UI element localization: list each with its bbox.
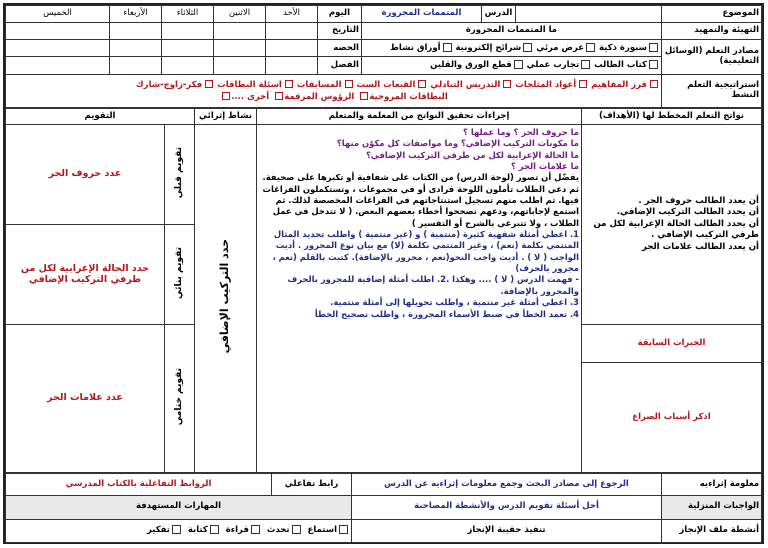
question-item: ما حروف الجر ؟ وما عملها ؟	[463, 127, 579, 137]
strategy-item: أخرى ....	[231, 91, 270, 102]
formative-eval-label: تقويم بنائي	[174, 246, 185, 299]
enrichment-text: حدد التركيب الإضافي	[218, 239, 232, 354]
header-table	[5, 5, 762, 108]
day-thursday: الخميس	[6, 6, 110, 23]
date-cell-5	[6, 23, 110, 40]
day-tuesday: الثلاثاء	[161, 6, 213, 23]
resource-worksheets: أوراق نشاط	[390, 43, 441, 53]
footer-table	[5, 473, 762, 543]
final-eval-label-cell	[165, 325, 195, 473]
formative-eval-label-cell	[165, 225, 195, 325]
prior-knowledge-label: الخبرات السابقة	[582, 325, 762, 363]
enrichment-header: نشاط إثرائي	[195, 109, 257, 125]
resources-row-2	[361, 57, 661, 74]
procedure-body: يفضّل أن تصور (لوحة الدرس) من الكتاب على شفافية أو تكبرها على صحيفة. ثم دعي الطلاب تأملون اللوحة فرادى أو في مجموعات ، وتستكملون الفراغات فيها. ثم اطلب منهم تسجيل استنتاجاتهم في الفراغات المخصصة لذلك. ثم استمع لإجاباتهم، ودعهم تصححوا أخطاء بعضهم البعض. ( لا تتدخل في عمل الطلاب ، ولا تتبرعي بالشرح أو التفسير )	[262, 172, 579, 228]
checkbox-strategy[interactable]	[275, 92, 283, 100]
skill-reading: قراءة	[225, 525, 249, 536]
formative-eval-text: حدد الحالة الإعرابية لكل من طرفي التركيب الإضافي	[6, 225, 165, 325]
lesson-plan	[3, 3, 764, 544]
pre-eval-label-cell	[165, 125, 195, 225]
checkbox-strategy[interactable]	[285, 80, 293, 88]
checkbox-speaking[interactable]	[292, 525, 301, 534]
final-eval-label: تقويم ختامي	[174, 367, 185, 426]
class-cell-2	[213, 57, 265, 74]
checkbox-textbook[interactable]	[649, 60, 658, 69]
checkbox-strategy[interactable]	[503, 80, 511, 88]
checkbox-strategy[interactable]	[205, 80, 213, 88]
evaluation-header: التقويم	[6, 109, 195, 125]
procedures-header: إجراءات تحقيق النواتج من المعلمة والمتعلم	[257, 109, 582, 125]
date-label: التاريخ	[317, 23, 361, 40]
checkbox-thinking[interactable]	[172, 525, 181, 534]
checkbox-strategy[interactable]	[360, 92, 368, 100]
strategy-item: الرؤوس المرقمة	[284, 91, 355, 102]
checkbox-strategy[interactable]	[418, 80, 426, 88]
skill-listening: استماع	[307, 525, 337, 536]
class-cell-4	[109, 57, 161, 74]
achievement-label: أنشطة ملف الإنجاز	[662, 519, 762, 542]
interactive-label: رابط تفاعلي	[272, 474, 352, 496]
main-table	[5, 108, 762, 473]
question-item: ما مكونات التركيب الإضافي؟ وما مواصفات كل مكوّن منها؟	[336, 138, 579, 149]
procedure-step: 4. تعمد الخطأ في ضبط الأسماء المجرورة ، واطلب تصحيح الخطأ	[314, 308, 579, 319]
intro-label: التهيئة والتمهيد	[662, 23, 762, 40]
checkbox-strategy[interactable]	[579, 80, 587, 88]
enrichment-activity	[195, 125, 257, 473]
resource-visual: عرض مرئي	[536, 43, 585, 53]
enrichment-info-label: معلومة إثراءيه	[662, 474, 762, 496]
resources-label: مصادر التعلم (الوسائل التعليمية)	[662, 40, 762, 74]
intro-value: ما المتممات المجرورة	[361, 23, 661, 40]
checkbox-listening[interactable]	[339, 525, 348, 534]
question-item: ما علامات الجر ؟	[510, 161, 579, 172]
checkbox-visual[interactable]	[586, 43, 595, 52]
strategies-row-1	[8, 79, 659, 91]
outcome-item: أن يعدد الطالب حروف الجر .	[638, 195, 759, 206]
homework-text: أحل أسئلة تقويم الدرس والأنشطة المصاحبة	[352, 496, 662, 519]
period-cell-5	[6, 40, 110, 57]
question-item: ما الحالة الإعرابية لكل من طرفي التركيب الإضافي؟	[366, 149, 579, 160]
date-cell-4	[109, 23, 161, 40]
checkbox-paper[interactable]	[514, 60, 523, 69]
resource-textbook: كتاب الطالب	[594, 60, 647, 71]
outcome-item: أن يحدد الطالب الحالة الإعرابية لكل من طرفي التركيب الإضافي .	[593, 218, 759, 241]
interactive-link[interactable]: الروابط التفاعلية بالكتاب المدرسي	[6, 474, 272, 496]
date-cell-1	[265, 23, 317, 40]
resource-slides: شرائح إلكترونية	[455, 43, 522, 53]
day-label: اليوم	[317, 6, 361, 23]
class-cell-1	[265, 57, 317, 74]
checkbox-smartboard[interactable]	[649, 43, 658, 52]
achievement-text: تنفيذ حقيبة الإنجاز	[352, 519, 662, 542]
strategy-item: فرز المفاهيم	[591, 79, 647, 90]
day-monday: الاثنين	[213, 6, 265, 23]
outcome-item: أن يعدد الطالب علامات الجر	[641, 241, 759, 252]
checkbox-slides[interactable]	[523, 43, 532, 52]
period-cell-3	[161, 40, 213, 57]
checkbox-strategy[interactable]	[222, 92, 230, 100]
date-cell-2	[213, 23, 265, 40]
period-cell-1	[265, 40, 317, 57]
period-cell-2	[213, 40, 265, 57]
skill-thinking: تفكير	[146, 525, 170, 536]
skill-writing: كتابة	[187, 525, 208, 536]
resources-row-1	[361, 40, 661, 57]
strategy-item: أعواد المثلجات	[515, 79, 577, 90]
skill-speaking: تحدث	[266, 525, 290, 536]
conflict-reasons: اذكر أسباب الصراع	[582, 363, 762, 473]
outcomes-header: نواتج التعلم المخطط لها (الأهداف)	[582, 109, 762, 125]
period-cell-4	[109, 40, 161, 57]
strategy-item: فكر-زاوج-شارك	[135, 79, 203, 90]
checkbox-experiments[interactable]	[581, 60, 590, 69]
date-cell-3	[161, 23, 213, 40]
homework-label: الواجبات المنزلية	[662, 496, 762, 519]
strategies-list	[6, 74, 662, 107]
pre-eval-text: عدد حروف الجر	[6, 125, 165, 225]
outcomes-list	[582, 125, 762, 325]
procedures-content	[257, 125, 582, 473]
checkbox-strategy[interactable]	[345, 80, 353, 88]
strategy-item: القبعات الست	[356, 79, 416, 90]
outcome-item: أن يحدد الطالب التركيب الإضافي.	[616, 207, 759, 218]
strategy-item: التدريس التبادلي	[430, 79, 501, 90]
enrichment-info-text: الرجوع إلى مصادر البحث وجمع معلومات إثراءيه عن الدرس	[352, 474, 662, 496]
strategy-item: اسئلة البطاقات	[217, 79, 282, 90]
subject-label: الموضوع	[662, 6, 762, 23]
day-wednesday: الأربعاء	[109, 6, 161, 23]
checkbox-reading[interactable]	[251, 525, 260, 534]
strategy-item: المسابقات	[296, 79, 342, 90]
resource-smartboard: سبورة ذكية	[599, 43, 647, 53]
resource-paper: قطع الورق والقلين	[430, 60, 512, 71]
lesson-label: الدرس	[481, 6, 515, 23]
procedure-step: - فهمت الدرس ( لا ) .... وهكذا .2. اطلب أمثلة إضافية للمجرور بالحرف والمجرور بالإضافة.	[287, 274, 579, 296]
class-cell-5	[6, 57, 110, 74]
period-label: الحصه	[317, 40, 361, 57]
checkbox-writing[interactable]	[210, 525, 219, 534]
skills-list	[6, 519, 352, 542]
strategies-label: استراتيجية التعلم النشط	[662, 74, 762, 107]
class-label: الفصل	[317, 57, 361, 74]
resource-experiments: تجارب عملي	[526, 60, 580, 71]
procedure-step: 1. اعطي أمثلة شفهية كثيرة (منتمية ) و (غير منتمية ) واطلب تحديد المثال المنتمي بكلمة (نعم) ، وغير المنتمي بكلمة (لا) مع بيان نوع المجرور . أديت الواجب ( لا ) . أديت واجب النحو(نعم ، مجرور بالإضافة). كتبت بالقلم (نعم ، مجرور بالحرف)	[272, 229, 579, 274]
lesson-title: المتممات المجرورة	[361, 6, 481, 23]
procedure-step: 3. اعطي أمثلة غير منتمية ، واطلب تحويلها إلى أمثلة منتمية.	[330, 297, 579, 308]
final-eval-text: عدد علامات الجر	[6, 325, 165, 473]
checkbox-strategy[interactable]	[650, 80, 658, 88]
strategy-item: البطاقات المروحية	[369, 91, 448, 102]
strategies-row-2	[8, 91, 659, 103]
subject-value	[515, 6, 661, 23]
pre-eval-label: تقويم قبلي	[174, 146, 185, 199]
day-sunday: الأحد	[265, 6, 317, 23]
skills-label: المهارات المستهدفة	[6, 496, 352, 519]
class-cell-3	[161, 57, 213, 74]
checkbox-worksheets[interactable]	[443, 43, 452, 52]
